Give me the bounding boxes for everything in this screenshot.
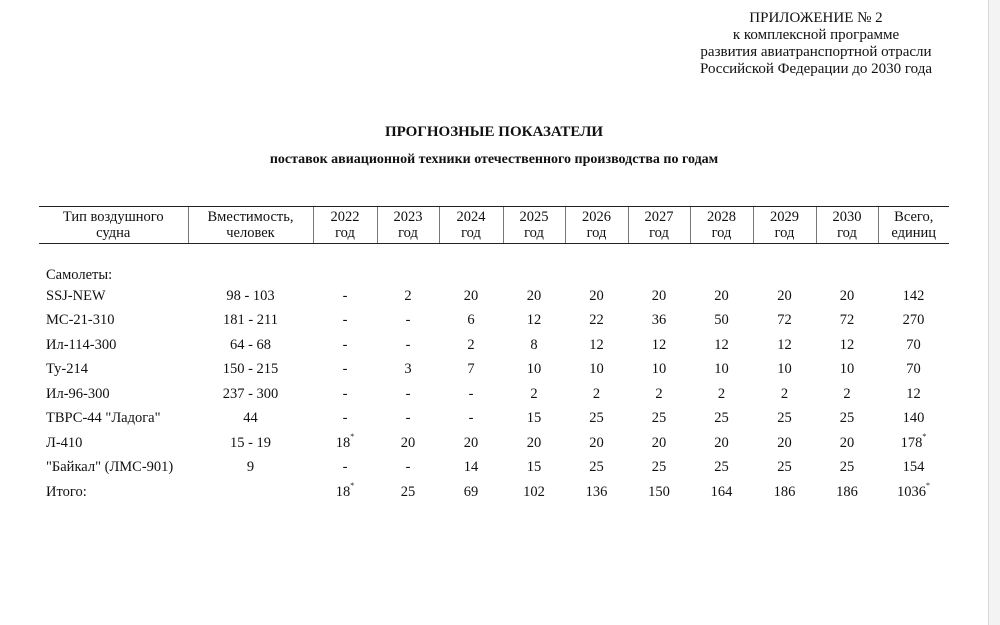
value-cell: 2 [592,385,601,402]
aircraft-name: Ил-114-300 [46,336,117,353]
value-cell: 10 [777,361,792,378]
capacity-cell: 64 - 68 [229,336,272,353]
annex-line-4: Российской Федерации до 2030 года [699,61,932,77]
value-cell: 102 [523,483,545,500]
header-total-line2: единиц [891,225,937,241]
year-word: год [524,225,544,241]
value-cell: 20 [400,434,416,451]
value-text: 1036 [897,483,926,500]
aircraft-name: Ту-214 [46,361,88,378]
value-cell: 50 [714,312,729,329]
table-row [39,284,949,309]
value-text: 178 [900,434,923,451]
aircraft-name: ТВРС-44 "Ладога" [46,410,161,427]
value-text: 18 [335,434,351,451]
value-cell: 8 [530,336,538,353]
year-label: 2024 [456,209,486,225]
header-year-2022 [313,207,377,244]
header-year-2028 [690,207,753,244]
value-cell: 20 [463,434,479,451]
document-title: ПРОГНОЗНЫЕ ПОКАЗАТЕЛИ [384,124,604,140]
value-cell: 10 [651,361,667,378]
value-cell: - [468,410,474,427]
aircraft-name: Л-410 [46,434,83,451]
value-cell: 25 [777,410,792,427]
footnote-mark: * [926,480,930,490]
value-cell: 14 [463,459,479,476]
value-cell: 10 [714,361,729,378]
value-cell: 12 [526,312,542,329]
table-header-row [39,207,949,244]
header-year-2030 [816,207,878,244]
value-cell: 2 [404,287,412,304]
aircraft-name: МС-21-310 [46,312,115,329]
total-cell: 270 [902,312,925,329]
value-text: 18 [335,483,351,500]
value-cell: 25 [839,459,855,476]
table-row [39,382,949,407]
table-row [39,431,949,456]
value-cell: 25 [839,410,855,427]
value-cell: 150 [648,483,670,500]
value-cell: 20 [714,434,729,451]
total-cell: 140 [902,410,925,427]
value-cell: 20 [589,434,604,451]
year-label: 2026 [582,209,611,225]
value-cell: 186 [773,483,796,500]
footnote-mark: * [922,431,927,441]
value-cell: 20 [839,287,855,304]
value-cell: 15 [526,410,542,427]
value-cell: 2 [655,385,663,402]
value-cell: 25 [714,410,729,427]
value-cell: 2 [717,385,726,402]
value-cell: - [342,410,348,427]
value-cell: 12 [839,336,855,353]
value-cell: 164 [710,483,733,500]
year-word: год [398,225,418,241]
year-word: год [335,225,355,241]
value-cell: 20 [777,287,792,304]
header-year-2029 [753,207,816,244]
year-label: 2023 [393,209,423,225]
value-cell: 20 [777,434,792,451]
capacity-cell: 237 - 300 [222,385,279,402]
header-year-2026 [565,207,628,244]
table-row [39,309,949,334]
value-cell: 12 [777,336,792,353]
header-aircraft-type [39,207,188,244]
value-cell: 20 [463,287,479,304]
value-cell: 186 [836,483,858,500]
capacity-cell [188,480,313,505]
value-cell: 2 [843,385,851,402]
capacity-cell: 9 [246,459,255,476]
value-cell: 25 [589,410,604,427]
value-cell: 20 [526,434,542,451]
value-cell: 10 [589,361,604,378]
value-cell: 22 [589,312,604,329]
total-cell: 154 [902,459,925,476]
year-word: год [586,225,607,241]
annex-line-1: ПРИЛОЖЕНИЕ № 2 [749,10,883,26]
value-cell: - [405,459,411,476]
aircraft-name: "Байкал" (ЛМС-901) [46,459,174,476]
year-word: год [711,225,732,241]
value-cell: - [342,312,348,329]
year-label: 2029 [770,209,799,225]
value-cell: - [468,385,474,402]
capacity-cell: 98 - 103 [226,287,275,304]
header-aircraft-type-line1: Тип воздушного [62,209,164,225]
total-cell: 12 [906,385,921,402]
value-cell: 136 [585,483,608,500]
value-cell: 20 [839,434,855,451]
footnote-mark: * [350,431,355,441]
year-label: 2027 [644,209,674,225]
aircraft-name: SSJ-NEW [46,287,106,304]
year-label: 2028 [707,209,736,225]
value-cell: 2 [467,336,475,353]
header-total-line1: Всего, [894,209,934,225]
total-cell [878,431,949,456]
footnote-mark: * [350,480,355,490]
value-cell: 7 [467,361,475,378]
value-cell: 69 [463,483,479,500]
year-word: год [774,225,795,241]
value-cell: 12 [589,336,604,353]
header-year-2024 [439,207,503,244]
document-subtitle: поставок авиационной техники отечественного производства по годам [269,152,719,167]
value-cell [313,431,377,456]
header-total [878,207,949,244]
annex-header [700,10,932,78]
header-year-2023 [377,207,439,244]
total-cell: 70 [906,361,921,378]
aircraft-name: Ил-96-300 [46,385,110,402]
total-cell: 70 [906,336,921,353]
table-row [39,456,949,481]
forecast-table [39,206,949,505]
header-year-2027 [628,207,690,244]
value-cell: - [405,312,411,329]
totals-label: Итого: [46,483,87,500]
value-cell: 2 [530,385,538,402]
value-cell: - [405,385,411,402]
capacity-cell: 15 - 19 [229,434,272,451]
value-cell: 25 [400,483,416,500]
value-cell: - [342,361,348,378]
header-capacity [188,207,313,244]
value-cell [313,480,377,505]
year-label: 2030 [832,209,862,225]
totals-row [39,480,949,505]
value-cell: 20 [589,287,604,304]
value-cell: 36 [651,312,667,329]
value-cell: 15 [526,459,542,476]
value-cell: 10 [526,361,542,378]
year-word: год [837,225,857,241]
value-cell: 25 [651,459,667,476]
value-cell: 25 [777,459,792,476]
total-cell [878,480,949,505]
value-cell: 25 [714,459,729,476]
table-row [39,407,949,432]
header-aircraft-type-line2: судна [96,225,131,241]
value-cell: 20 [651,434,667,451]
value-cell: 6 [467,312,475,329]
value-cell: 12 [651,336,667,353]
header-year-2025 [503,207,565,244]
value-cell: - [405,336,411,353]
year-word: год [461,225,481,241]
year-label: 2022 [330,209,360,225]
group-row [39,244,949,285]
annex-line-3: развития авиатранспортной отрасли [700,44,932,60]
value-cell: 72 [839,312,855,329]
year-label: 2025 [519,209,549,225]
table-row [39,333,949,358]
value-cell: 20 [526,287,542,304]
value-cell: - [342,336,348,353]
year-word: год [649,225,669,241]
capacity-cell: 150 - 215 [222,361,279,378]
value-cell: - [342,287,348,304]
value-cell: - [342,459,348,476]
value-cell: - [405,410,411,427]
value-cell: 25 [589,459,604,476]
total-cell: 142 [902,287,925,304]
value-cell: 2 [780,385,789,402]
capacity-cell: 44 [243,410,258,427]
header-capacity-line2: человек [226,225,275,241]
value-cell: - [342,385,348,402]
capacity-cell: 181 - 211 [222,312,279,329]
table-row [39,358,949,383]
value-cell: 12 [714,336,729,353]
value-cell: 20 [651,287,667,304]
value-cell: 72 [777,312,792,329]
value-cell: 20 [714,287,729,304]
group-label: Самолеты: [46,267,113,283]
value-cell: 3 [404,361,412,378]
annex-line-2: к комплексной программе [732,27,900,43]
header-capacity-line1: Вместимость, [207,209,294,225]
value-cell: 10 [839,361,855,378]
value-cell: 25 [651,410,667,427]
